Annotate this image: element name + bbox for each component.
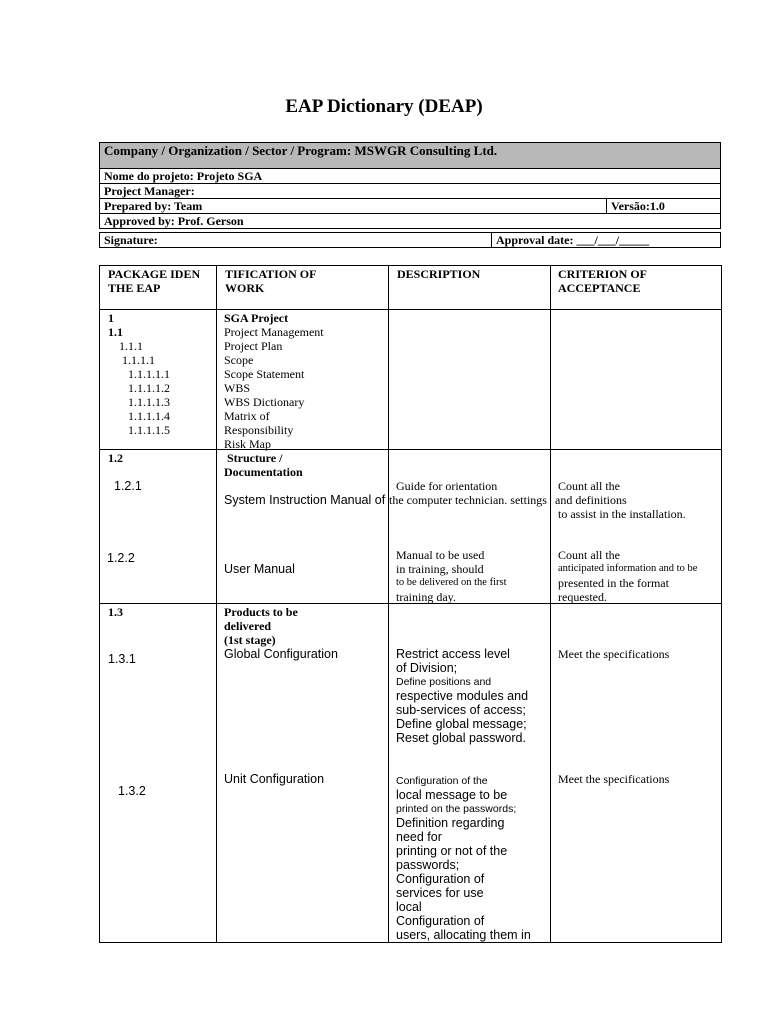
project-manager-field: Project Manager: <box>100 184 721 199</box>
work-item: Scope Statement <box>224 367 305 381</box>
wbs-code: 1.2.1 <box>114 479 142 493</box>
description-text: Configuration of <box>396 872 485 886</box>
wbs-code: 1 <box>108 311 114 325</box>
description-text: in training, should <box>396 562 484 576</box>
criterion-text: to assist in the installation. <box>558 507 686 521</box>
work-item: WBS Dictionary <box>224 395 305 409</box>
wbs-code: 1.1.1.1.5 <box>128 423 170 437</box>
description-text: Guide for orientation <box>396 479 498 493</box>
header-package-2: THE EAP <box>108 281 161 295</box>
work-item: Project Plan <box>224 339 283 353</box>
header-description: DESCRIPTION <box>397 267 481 281</box>
description-text: users, allocating them in <box>396 928 531 942</box>
description-text: local message to be <box>396 788 508 802</box>
criterion-text: Count all the <box>558 479 620 493</box>
description-text: training day. <box>396 590 456 604</box>
work-item: Products to be <box>224 605 298 619</box>
work-item: WBS <box>224 381 251 395</box>
row-divider <box>100 309 721 310</box>
company-field: Company / Organization / Sector / Program: MSWGR Consulting Ltd. <box>100 143 721 169</box>
column-divider <box>216 266 217 942</box>
wbs-code: 1.1.1.1.3 <box>128 395 170 409</box>
description-text: Restrict access level <box>396 647 510 661</box>
work-item: Unit Configuration <box>224 772 325 786</box>
wbs-code: 1.3.1 <box>108 652 136 666</box>
description-text: need for <box>396 830 442 844</box>
work-item: delivered <box>224 619 272 633</box>
column-divider <box>550 266 551 942</box>
wbs-code: 1.2.2 <box>107 551 135 565</box>
version-field: Versão:1.0 <box>607 199 721 214</box>
header-identification-2: WORK <box>225 281 265 295</box>
criterion-text: anticipated information and to be <box>558 563 698 574</box>
wbs-code: 1.1 <box>108 325 123 339</box>
description-text: sub-services of access; <box>396 703 526 717</box>
description-text: the computer technician. settings <box>389 493 547 507</box>
criterion-text: requested. <box>558 590 607 604</box>
column-divider <box>388 266 389 942</box>
description-text: Configuration of <box>396 914 485 928</box>
work-item: Structure / <box>227 451 283 465</box>
description-text: of Division; <box>396 661 458 675</box>
wbs-code: 1.1.1.1.4 <box>128 409 170 423</box>
description-text: local <box>396 900 422 914</box>
document-title: EAP Dictionary (DEAP) <box>285 96 483 117</box>
description-text: Define global message; <box>396 717 527 731</box>
description-text: Reset global password. <box>396 731 526 745</box>
wbs-code: 1.1.1.1 <box>122 353 155 367</box>
wbs-code: 1.1.1.1.1 <box>128 367 170 381</box>
signature-field: Signature: <box>100 233 492 248</box>
description-text: Manual to be used <box>396 548 485 562</box>
criterion-text: and definitions <box>555 493 627 507</box>
description-text: Definition regarding <box>396 816 505 830</box>
project-name-field: Nome do projeto: Projeto SGA <box>100 169 721 184</box>
description-text: Configuration of the <box>396 775 488 787</box>
description-text: passwords; <box>396 858 460 872</box>
header-package: PACKAGE IDEN <box>108 267 201 281</box>
work-item: Scope <box>224 353 254 367</box>
header-identification: TIFICATION OF <box>225 267 317 281</box>
work-item: (1st stage) <box>224 633 276 647</box>
criterion-text: Meet the specifications <box>558 647 670 661</box>
work-item: User Manual <box>224 562 295 576</box>
work-item: SGA Project <box>224 311 289 325</box>
prepared-by-field: Prepared by: Team <box>100 199 607 214</box>
description-text: to be delivered on the first <box>396 577 507 588</box>
approval-date-field: Approval date: ___/___/_____ <box>492 233 721 248</box>
criterion-text: Count all the <box>558 548 620 562</box>
work-item: Global Configuration <box>224 647 338 661</box>
header-criterion: CRITERION OF <box>558 267 648 281</box>
criterion-text: Meet the specifications <box>558 772 670 786</box>
description-text: respective modules and <box>396 689 529 703</box>
work-item: Documentation <box>224 465 303 479</box>
description-text: printed on the passwords; <box>396 803 517 815</box>
wbs-code: 1.1.1.1.2 <box>128 381 170 395</box>
header-criterion-2: ACCEPTANCE <box>558 281 641 295</box>
work-item: Project Management <box>224 325 324 339</box>
row-divider <box>100 449 721 450</box>
description-text: printing or not of the <box>396 844 508 858</box>
work-item: System Instruction Manual of <box>224 493 386 507</box>
work-item: Risk Map <box>224 437 272 451</box>
wbs-code: 1.3.2 <box>118 784 146 798</box>
description-text: services for use <box>396 886 484 900</box>
work-item: Matrix of <box>224 409 270 423</box>
project-info-table <box>99 142 721 229</box>
description-text: Define positions and <box>396 676 492 688</box>
wbs-code: 1.1.1 <box>119 339 143 353</box>
criterion-text: presented in the format <box>558 576 669 590</box>
signature-table <box>99 232 721 248</box>
wbs-dictionary-table <box>99 265 722 943</box>
wbs-code: 1.3 <box>108 605 123 619</box>
wbs-code: 1.2 <box>108 451 123 465</box>
approved-by-field: Approved by: Prof. Gerson <box>100 214 721 229</box>
work-item: Responsibility <box>224 423 294 437</box>
